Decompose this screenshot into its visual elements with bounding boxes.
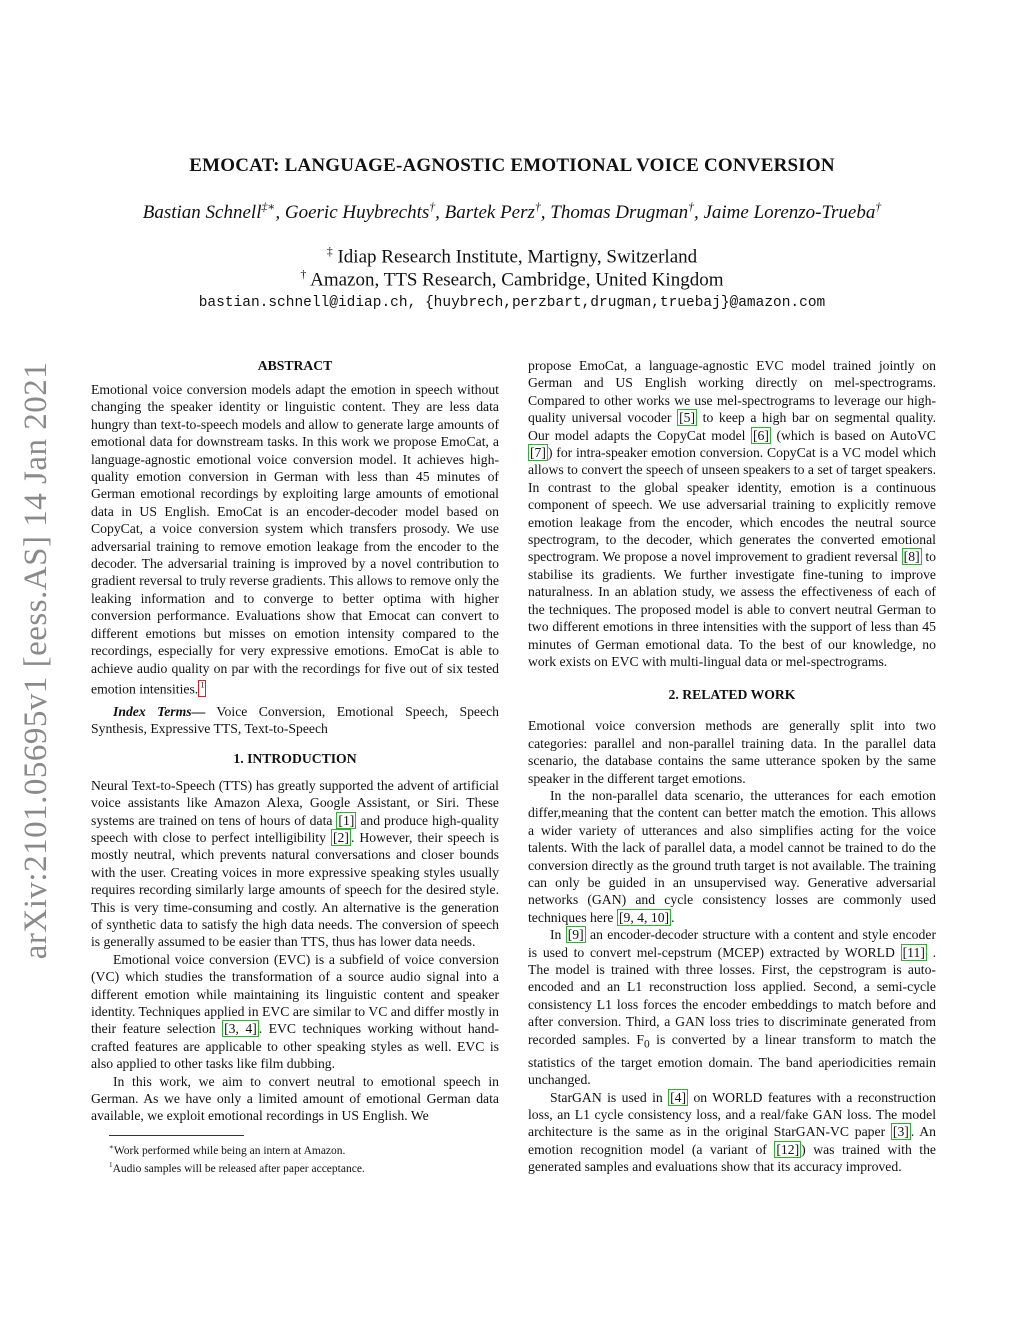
intro-paragraph-1: Neural Text-to-Speech (TTS) has greatly supported the advent of artificial voice assistants like Amazon Alexa, Google Assistant, or Siri. These systems are trained on tens of hours of data [1] and produce high-quality speech with close to perfect intelligibility [2] . However, their speech is mostly neutral, which prevents natural conversations and closer bounds with the user. Creating voices in more expressive speaking styles usually requires recording similarly large amounts of speech for the desired style. This is very time-consuming and costly. An alternative is the generation of synthetic data to satisfy the high data needs. The conversion of speech is generally assumed to be easier than TTS, thus has lower data needs. (91, 777, 499, 950)
citation-link[interactable]: [7] (530, 445, 546, 461)
citation-link[interactable]: [11] (902, 944, 925, 960)
citation-link[interactable]: [8] (903, 549, 920, 565)
author: Bartek Perz†, (444, 201, 551, 224)
related-work-heading: 2. RELATED WORK (668, 687, 796, 703)
citation-link[interactable]: [1] (338, 812, 355, 828)
intro-paragraph-2: Emotional voice conversion (EVC) is a subfield of voice conversion (VC) which studies the transformation of a source audio signal into a different emotion while maintaining its linguistic content and speaker identity. Techniques applied in EVC are similar to VC and differ mostly in their feature selection [3, 4] . EVC techniques working without hand-crafted features are applicable to other speaking styles as well. EVC is also applied to other tasks like film dubbing. (91, 951, 499, 1072)
author-emails: bastian.schnell@idiap.ch, {huybrech,perzbart,drugman,truebaj}@amazon.com (198, 295, 826, 311)
footnote: ∗Work performed while being an intern at Amazon. (109, 1142, 346, 1157)
author: Bastian Schnell‡∗, (142, 201, 285, 224)
citation-link[interactable]: [12] (776, 1141, 800, 1157)
citation-link[interactable]: [4] (670, 1089, 687, 1105)
right-column (528, 357, 936, 1176)
footnote: $^1$Audio samples will be released after paper acceptance. (109, 1160, 365, 1175)
intro-heading: 1. INTRODUCTION (233, 750, 357, 766)
author: Thomas Drugman†, (550, 201, 704, 224)
left-column (91, 357, 499, 1175)
arxiv-id: arXiv:2101.05695v1 [eess.AS] 14 Jan 2021 (18, 361, 55, 959)
citation-link[interactable]: [5] (679, 410, 696, 426)
citation-link[interactable]: [3] (892, 1124, 909, 1140)
affiliation-amazon: † Amazon, TTS Research, Cambridge, United Kingdom (300, 268, 724, 291)
citation-link[interactable]: [9] (567, 927, 584, 943)
related-paragraph-1: Emotional voice conversion methods are generally split into two categories: parallel and non-parallel training data. In the parallel data scenario, the database contains the same utterance spoken by the same speaker in the different target emotions. (528, 718, 936, 786)
related-paragraph-2: In the non-parallel data scenario, the utterances for each emotion differ,meaning that the content can better match the emotion. This allows a wider variety of utterances and also simplifies acting for the voice talents. With the lack of parallel data, a model cannot be trained to do the conversion directly as the ground truth target is not available. The training can only be guided in an unsupervised way. Generative adversarial networks (GAN) and cycle consistency losses are commonly used techniques here [9, 4, 10] . (528, 787, 936, 925)
abstract-text: Emotional voice conversion models adapt the emotion in speech without changing the speaker identity or linguistic content. They are less data hungry than text-to-speech models and allow to generate large amounts of emotional data for downstream tasks. In this work we propose EmoCat, a language-agnostic emotional voice conversion model. It achieves high-quality emotion conversion in German with less than 45 minutes of German emotional recordings by exploiting large amounts of emotional data in US English. EmoCat is an encoder-decoder model based on CopyCat, a voice conversion system which transfers prosody. We use adversarial training to remove emotion leakage from the encoder to the decoder. The adversarial training is improved by a novel contribution to gradient reversal to truly reverse gradients. This allows to remove only the leaking information and to converge to better optima with higher conversion performance. Evaluations show that Emocat can convert to different emotions but misses on emotion intensity compared to the recordings, especially for very expressive emotions. EmoCat is able to achieve audio quality on par with the recordings for five out of six tested emotion intensities. $^1$ (91, 382, 499, 697)
citation-link[interactable]: [9, 4, 10] (618, 909, 670, 925)
arxiv-side-stamp (14, 350, 60, 970)
citation-link[interactable]: [6] (752, 427, 769, 443)
abstract-heading: ABSTRACT (257, 358, 333, 373)
author-list (0, 200, 1024, 224)
footnote-ref-link[interactable]: 1 (198, 680, 206, 697)
author: Jaime Lorenzo-Trueba† (703, 201, 882, 224)
footnote-divider (109, 1135, 244, 1136)
author: Goeric Huybrechts†, (284, 201, 445, 224)
affiliation-idiap: ‡ Idiap Research Institute, Martigny, Switzerland (326, 245, 698, 268)
paper-title: EMOCAT: LANGUAGE-AGNOSTIC EMOTIONAL VOICE CONVERSION (189, 155, 835, 176)
intro-paragraph-3: In this work, we aim to convert neutral to emotional speech in German. As we have only a limited amount of emotional German data available, we exploit emotional recordings in US English. We (91, 1073, 499, 1124)
intro-paragraph-continued: propose EmoCat, a language-agnostic EVC model trained jointly on German and US English working directly on mel-spectrograms. Compared to other works we use mel-spectrograms to leverage our high-quality universal vocoder [5] to keep a high bar on segmental quality. Our model adapts the CopyCat model [6] (which is based on AutoVC [7] ) for intra-speaker emotion conversion. CopyCat is a VC model which allows to convert the speech of unseen speakers to a set of target speakers. In contrast to the global speaker identity, emotion is a continuous component of speech. We use adversarial training to explicitly remove emotion leakage from the encoder, which encodes the neutral source spectrogram, to the decoder, which generates the converted emotional spectrogram. We propose a novel improvement to gradient reversal [8] to stabilise its gradients. We further investigate fine-tuning to improve naturalness. In an ablation study, we assess the effectiveness of each of the techniques. The proposed model is able to convert neutral German to two different emotions in three intensities with the support of less than 45 minutes of German emotional data. To the best of our knowledge, no work exists on EVC with multi-lingual data or mel-spectrograms. (528, 358, 936, 669)
index-terms: Index Terms— Voice Conversion, Emotional Speech, Speech Synthesis, Expressive TTS, Text-to-Speech (91, 703, 499, 737)
citation-link[interactable]: [2] (333, 829, 349, 845)
related-paragraph-4: StarGAN is used in [4] on WORLD features with a reconstruction loss, an L1 cycle consistency loss, and a real/fake GAN loss. The model architecture is the same as in the original StarGAN-VC paper [3] . An emotion recognition model (a variant of [12] ) was trained with the generated samples and evaluations show that its accuracy improved. (528, 1089, 937, 1175)
related-paragraph-3: In [9] an encoder-decoder structure with a content and style encoder is used to convert mel-cepstrum (MCEP) extracted by WORLD [11] . The model is trained with three losses. First, the cepstrogram is auto-encoded and an L1 reconstruction loss applied. Second, a semi-cycle consistency L1 loss forces the encoder embeddings to match before and after conversion. Third, a GAN loss tries to discriminate generated from recorded samples. $F_0$ is converted by a linear transform to match the statistics of the target emotion domain. The band aperiodicities remain unchanged. (528, 927, 937, 1088)
citation-link[interactable]: [3, 4] (224, 1021, 257, 1037)
